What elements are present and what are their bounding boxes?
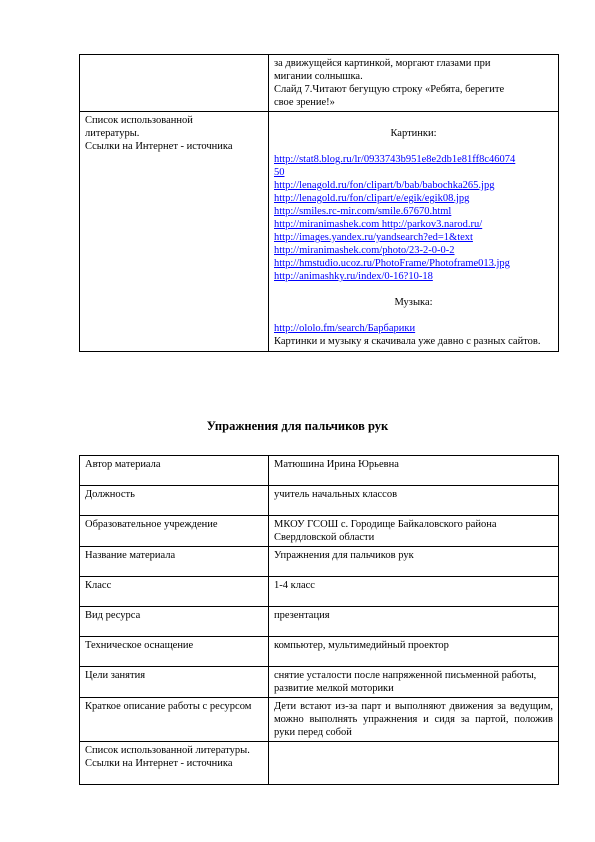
- label-line: литературы.: [85, 128, 140, 139]
- table-row: [80, 742, 559, 785]
- picture-link[interactable]: http://images.yandex.ru/yandsearch?ed=1&text: [274, 232, 473, 243]
- picture-link[interactable]: http://lenagold.ru/fon/clipart/b/bab/babochka265.jpg: [274, 180, 495, 191]
- table-row: [80, 698, 559, 742]
- picture-link[interactable]: http://stat8.blog.ru/lr/0933743b951e8e2db1e81ff8c46074: [274, 154, 516, 165]
- row-value: презентация: [269, 607, 559, 637]
- table-row: [80, 577, 559, 607]
- row-label: Цели занятия: [80, 667, 269, 698]
- table-cell-empty: [80, 55, 269, 112]
- label-line: Список использованной: [85, 115, 193, 126]
- row-value: учитель начальных классов: [269, 486, 559, 516]
- row-label: Название материала: [80, 547, 269, 577]
- table-row: [80, 55, 559, 112]
- table-row: [80, 516, 559, 547]
- row-value: Матюшина Ирина Юрьевна: [269, 456, 559, 486]
- sources-note: Картинки и музыку я скачивала уже давно с разных сайтов.: [274, 336, 541, 347]
- text-line: за движущейся картинкой, моргают глазами при: [274, 58, 491, 69]
- row-label: Техническое оснащение: [80, 637, 269, 667]
- music-heading: Музыка:: [394, 297, 433, 308]
- table-cell-label: [80, 112, 269, 352]
- table-cell-sources: [269, 112, 559, 352]
- picture-link[interactable]: http://lenagold.ru/fon/clipart/e/egik/egik08.jpg: [274, 193, 470, 204]
- text-line: мигании солнышка.: [274, 71, 363, 82]
- table-row: [80, 456, 559, 486]
- table-row: [80, 112, 559, 352]
- row-label: Список использованной литературы. Ссылки на Интернет - источника: [80, 742, 269, 785]
- picture-link[interactable]: http://miranimashek.com/photo/23-2-0-0-2: [274, 245, 455, 256]
- row-label: Автор материала: [80, 456, 269, 486]
- info-table: [79, 455, 559, 785]
- row-value: 1-4 класс: [269, 577, 559, 607]
- row-label: Образовательное учреждение: [80, 516, 269, 547]
- table-row: [80, 486, 559, 516]
- text-line: Слайд 7.Читают бегущую строку «Ребята, берегите: [274, 84, 505, 95]
- row-label: Класс: [80, 577, 269, 607]
- picture-link[interactable]: 50: [274, 167, 285, 178]
- section-title: Упражнения для пальчиков рук: [206, 419, 389, 433]
- text-line: свое зрение!»: [274, 97, 335, 108]
- row-value: компьютер, мультимедийный проектор: [269, 637, 559, 667]
- top-table: [79, 54, 559, 352]
- table-row: [80, 607, 559, 637]
- label-line: Ссылки на Интернет - источника: [85, 141, 233, 152]
- table-row: [80, 637, 559, 667]
- row-label: Вид ресурса: [80, 607, 269, 637]
- picture-link[interactable]: http://miranimashek.com http://parkov3.narod.ru/: [274, 219, 483, 230]
- music-link[interactable]: http://ololo.fm/search/Барбарики: [274, 323, 416, 334]
- picture-link[interactable]: http://animashky.ru/index/0-16?10-18: [274, 271, 433, 282]
- table-row: [80, 547, 559, 577]
- row-label: Краткое описание работы с ресурсом: [80, 698, 269, 742]
- picture-link[interactable]: http://smiles.rc-mir.com/smile.67670.html: [274, 206, 452, 217]
- row-value: снятие усталости после напряженной письменной работы, развитие мелкой моторики: [269, 667, 559, 698]
- picture-link[interactable]: http://hmstudio.ucoz.ru/PhotoFrame/Photoframe013.jpg: [274, 258, 510, 269]
- row-label: Должность: [80, 486, 269, 516]
- row-value: Дети встают из-за парт и выполняют движения за ведущим, можно выполнять упражнения и сидя за партой, положив руки перед собой: [269, 698, 559, 742]
- row-value: МКОУ ГСОШ с. Городище Байкаловского района Свердловской области: [269, 516, 559, 547]
- pictures-heading: Картинки:: [390, 128, 437, 139]
- table-row: [80, 667, 559, 698]
- row-value: [269, 742, 559, 785]
- row-value: Упражнения для пальчиков рук: [269, 547, 559, 577]
- table-cell-description: [269, 55, 559, 112]
